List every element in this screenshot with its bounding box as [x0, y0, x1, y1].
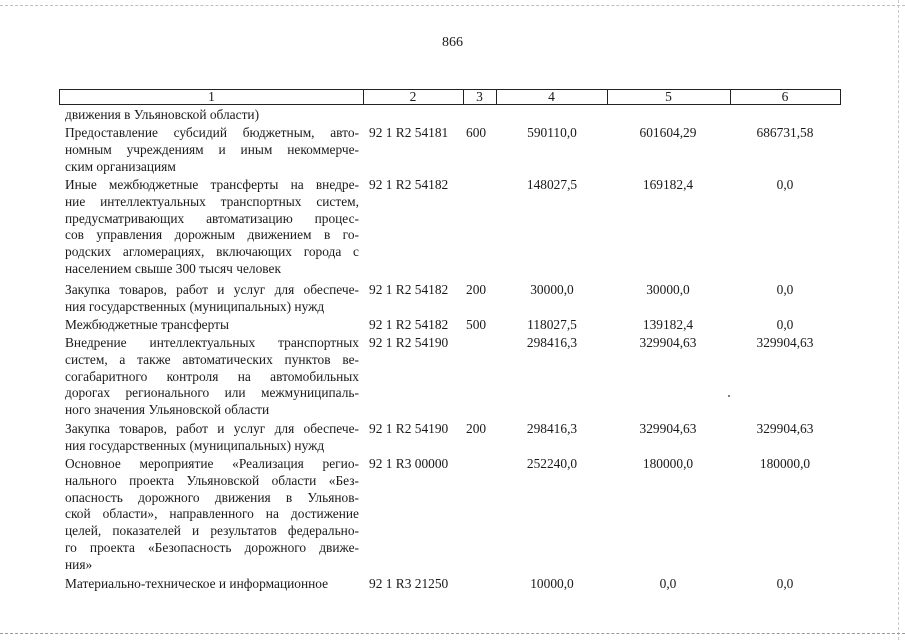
description-line: целей, показателей и результатов федерально-	[65, 523, 359, 539]
description-line: ния»	[65, 556, 93, 572]
description-line: движения в Ульяновской области)	[65, 107, 260, 122]
row-code: 92 1 R2 54182	[369, 282, 449, 297]
scan-speck	[728, 395, 730, 397]
description-line: го проекта «Безопасность дорожного движе-	[65, 539, 359, 555]
row-amount-col4: 30000,0	[530, 282, 574, 297]
description-line: предусматривающих автоматизацию процес-	[65, 210, 359, 226]
row-amount-col4: 10000,0	[530, 576, 574, 591]
row-expense-type: 200	[466, 282, 487, 297]
description-line: населением свыше 300 тысяч человек	[65, 260, 281, 276]
row-amount-col6: 686731,58	[756, 125, 814, 140]
row-amount-col5: 601604,29	[639, 125, 697, 140]
description-line: ния государственных (муниципальных) нужд	[65, 298, 325, 314]
row-amount-col5: 329904,63	[639, 335, 697, 350]
row-amount-col5: 180000,0	[642, 456, 694, 471]
row-description	[65, 177, 359, 278]
row-description	[65, 317, 359, 334]
row-amount-col4: 118027,5	[527, 317, 577, 332]
row-amount-col4: 298416,3	[526, 335, 578, 350]
description-line: систем, а также автоматических пунктов ве-	[65, 351, 359, 367]
table-header	[59, 89, 841, 105]
row-code: 92 1 R2 54181	[369, 125, 449, 140]
description-line: Межбюджетные трансферты	[65, 317, 229, 332]
description-line: ного значения Ульяновской области	[65, 402, 270, 418]
row-expense-type: 600	[466, 125, 487, 140]
row-amount-col6: 0,0	[776, 177, 794, 192]
description-line: родских агломерациях, включающих города с	[65, 244, 359, 260]
description-line: ние интеллектуальных транспортных систем,	[65, 193, 359, 209]
row-amount-col5: 0,0	[659, 576, 677, 591]
row-amount-col4: 590110,0	[527, 125, 577, 140]
row-amount-col4: 252240,0	[526, 456, 578, 471]
description-line: Закупка товаров, работ и услуг для обеспече-	[65, 282, 359, 297]
row-amount-col4: 298416,3	[526, 421, 578, 436]
row-amount-col4: 148027,5	[526, 177, 578, 192]
row-description	[65, 107, 359, 124]
header-col-3: 3	[476, 89, 483, 104]
row-description	[65, 335, 359, 419]
description-line: номным учреждениям и иным некоммерче-	[65, 141, 359, 157]
description-line: ния государственных (муниципальных) нужд	[65, 437, 325, 453]
row-expense-type: 500	[466, 317, 487, 332]
row-code: 92 1 R3 21250	[369, 576, 449, 591]
row-amount-col6: 0,0	[776, 576, 794, 591]
row-expense-type: 200	[466, 421, 487, 436]
row-code: 92 1 R2 54190	[369, 335, 449, 350]
row-code: 92 1 R3 00000	[369, 456, 449, 471]
row-description	[65, 125, 359, 175]
description-line: Предоставление субсидий бюджетным, авто-	[65, 125, 359, 140]
description-line: нального проекта Ульяновской области «Без-	[65, 472, 359, 488]
row-amount-col6: 329904,63	[756, 421, 814, 436]
row-code: 92 1 R2 54182	[369, 317, 449, 332]
row-amount-col6: 0,0	[776, 282, 794, 297]
description-line: опасность дорожного движения в Ульянов-	[65, 489, 359, 505]
scan-edge-right	[898, 0, 899, 640]
page-number: 866	[442, 35, 463, 50]
description-line: Иные межбюджетные трансферты на внедре-	[65, 177, 359, 192]
row-description	[65, 421, 359, 455]
description-line: Внедрение интеллектуальных транспортных	[65, 335, 359, 350]
description-line: ским организациям	[65, 158, 176, 174]
description-line: Материально-техническое и информационное	[65, 576, 329, 591]
row-amount-col5: 30000,0	[646, 282, 690, 297]
description-line: согабаритного контроля на автомобильных	[65, 368, 359, 384]
row-amount-col6: 0,0	[776, 317, 794, 332]
description-line: ской области», направленного на достижение	[65, 506, 359, 522]
row-code: 92 1 R2 54182	[369, 177, 449, 192]
description-line: Основное мероприятие «Реализация регио-	[65, 456, 359, 471]
scan-edge-top	[0, 5, 905, 6]
description-line: Закупка товаров, работ и услуг для обеспече-	[65, 421, 359, 436]
row-description	[65, 576, 359, 593]
header-col-6: 6	[781, 89, 789, 104]
header-col-1: 1	[208, 89, 215, 104]
row-amount-col6: 180000,0	[759, 456, 811, 471]
header-col-4: 4	[548, 89, 555, 104]
row-amount-col6: 329904,63	[756, 335, 814, 350]
scan-edge-bottom	[0, 633, 905, 634]
row-amount-col5: 329904,63	[639, 421, 697, 436]
description-line: дорогах регионального или межмуниципаль-	[65, 385, 359, 401]
header-col-2: 2	[409, 89, 417, 104]
header-col-5: 5	[665, 89, 672, 104]
row-code: 92 1 R2 54190	[369, 421, 449, 436]
row-amount-col5: 139182,4	[642, 317, 694, 332]
row-description	[65, 456, 359, 574]
row-amount-col5: 169182,4	[642, 177, 694, 192]
description-line: сов управления дорожным движением в го-	[65, 227, 359, 243]
row-description	[65, 282, 359, 316]
